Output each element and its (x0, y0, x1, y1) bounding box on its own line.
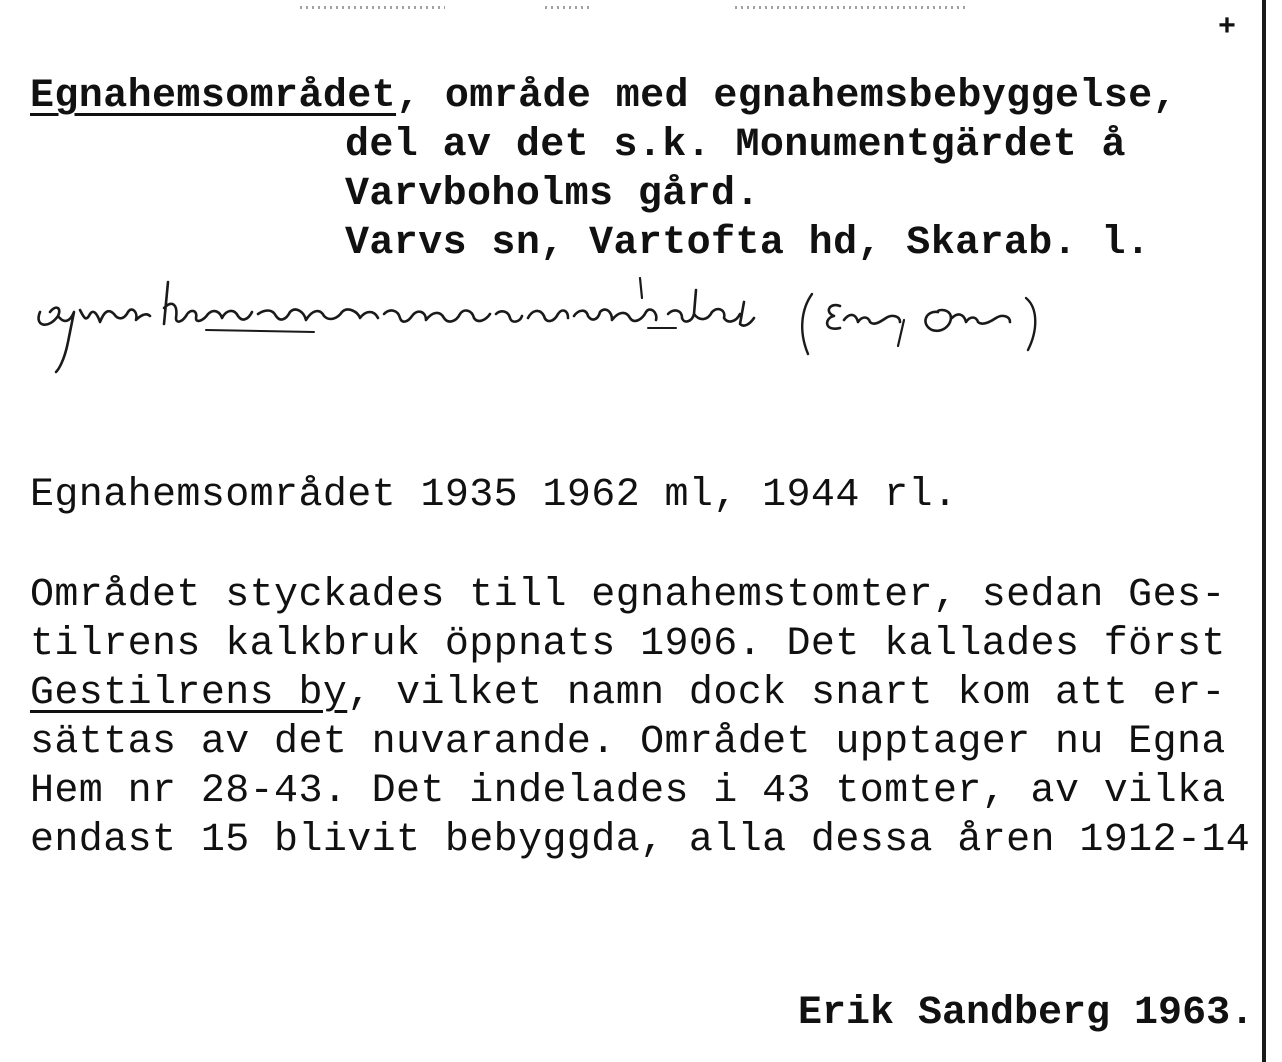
scan-speck (545, 6, 590, 9)
headword-definition: , område med egnahemsbebyggelse, (396, 74, 1177, 119)
handwritten-note (28, 272, 1138, 382)
scan-speck (300, 6, 445, 9)
body-line-3 (30, 670, 1226, 718)
body-line-3-rest: , vilket namn dock snart kom att er- (347, 671, 1226, 716)
card-edge (1262, 0, 1266, 1062)
header-line-3: Varvboholms gård. (345, 172, 760, 217)
header-line-4: Varvs sn, Vartofta hd, Skarab. l. (345, 221, 1151, 266)
body-line-5: Hem nr 28-43. Det indelades i 43 tomter, av vilka (30, 769, 1226, 814)
handwriting-icon (28, 272, 1138, 382)
body-line-2: tilrens kalkbruk öppnats 1906. Det kallades först (30, 622, 1226, 667)
record-line: Egnahemsområdet 1935 1962 ml, 1944 rl. (30, 473, 958, 518)
corner-mark: + (1218, 11, 1237, 45)
body-line-6: endast 15 blivit bebyggda, alla dessa åren 1912-14 (30, 818, 1251, 863)
body-line-4: sättas av det nuvarande. Området upptager nu Egna (30, 720, 1226, 765)
signature: Erik Sandberg 1963. (798, 991, 1255, 1036)
header-line-1 (30, 73, 1177, 121)
headword: Egnahemsområdet (30, 74, 397, 119)
header-line-2: del av det s.k. Monumentgärdet å (345, 123, 1126, 168)
former-name: Gestilrens by (30, 671, 348, 716)
scan-speck (735, 6, 965, 9)
body-line-1: Området styckades till egnahemstomter, sedan Ges- (30, 573, 1226, 618)
